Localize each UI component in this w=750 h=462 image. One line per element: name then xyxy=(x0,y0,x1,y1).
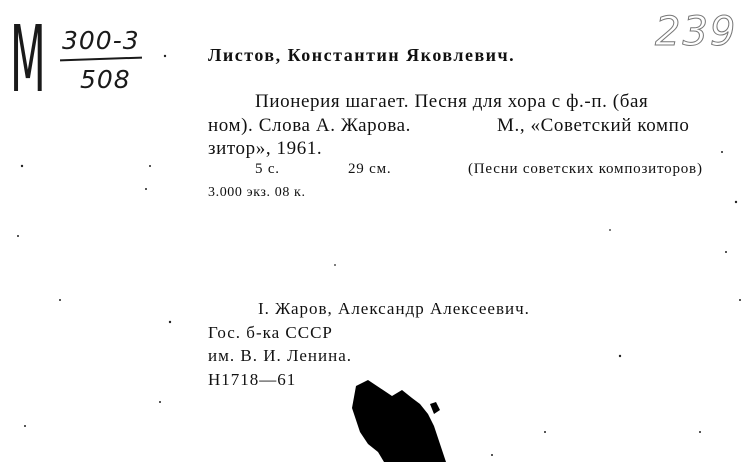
author-heading: Листов, Константин Яковлевич. xyxy=(208,45,516,65)
physical-size: 29 см. xyxy=(348,161,392,177)
ink-blot-fragment xyxy=(430,402,440,414)
edition-price: 3.000 экз. 08 к. xyxy=(208,185,306,200)
library-name-line-1: Гос. б-ка СССР xyxy=(208,323,333,342)
card-number: Н1718—61 xyxy=(208,370,297,389)
physical-pages: 5 с. xyxy=(255,161,280,177)
description-line-2b: М., «Советский компо xyxy=(497,115,690,136)
library-name-line-2: им. В. И. Ленина. xyxy=(208,346,353,365)
call-number-letter: М xyxy=(10,6,46,113)
description-line-1: Пионерия шагает. Песня для хора с ф.-п. (бая xyxy=(255,91,649,112)
description-line-3: зитор», 1961. xyxy=(208,138,323,159)
description-line-2a: ном). Слова А. Жарова. xyxy=(208,115,412,136)
handwritten-number: 239 xyxy=(655,9,738,55)
ink-blot xyxy=(352,380,446,462)
call-number-numerator: 300-3 xyxy=(62,26,140,55)
series-statement: (Песни советских композиторов) xyxy=(468,161,703,177)
added-entry: I. Жаров, Александр Алексеевич. xyxy=(258,299,530,318)
call-number-denominator: 508 xyxy=(80,65,131,94)
